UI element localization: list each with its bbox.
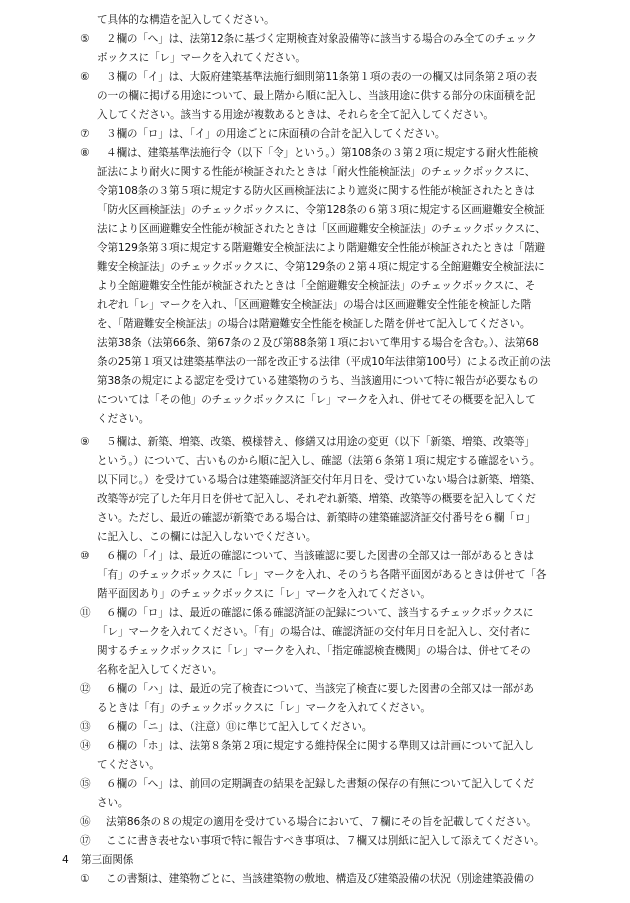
text-line: 関するチェックボックスに「レ」マークを入れ、「指定確認検査機関」の場合は、併せてその [97,645,531,657]
text-line: 難安全検証法」のチェックボックスに、令第129条の２第４項に規定する全館避難安全検証法に [97,261,545,273]
item-number-14: ⑭ [80,740,91,752]
text-line: この書類は、建築物ごとに、当該建築物の敷地、構造及び建築設備の状況（別途建築設備の [106,873,535,885]
text-line: ３欄の「ロ」は、「イ」の用途ごとに床面積の合計を記入してください。 [106,128,446,140]
item-number-17: ⑰ [80,835,91,847]
text-line: 令第129条第３項に規定する階避難安全検証法により階避難安全性能が検証されたときは「階避 [97,242,545,254]
item-number-10: ⑩ [80,550,90,562]
text-line: ６欄の「ロ」は、最近の確認に係る確認済証の記録について、該当するチェックボックスに [106,607,534,619]
text-line: の一の欄に掲げる用途について、最上階から順に記入し、当該用途に供する部分の床面積を記 [97,90,536,102]
text-line: 入してください。該当する用途が複数あるときは、それらを全て記入してください。 [97,109,494,121]
text-line: 条の25第１項又は建築基準法の一部を改正する法律（平成10年法律第100号）による改正前の法 [97,356,551,368]
text-line: ５欄は、新築、増築、改築、模様替え、修繕又は用途の変更（以下「新築、増築、改築等」 [106,436,535,448]
text-line: に記入し、この欄には記入しないでください。 [97,531,317,543]
text-line: るときは「有」のチェックボックスに「レ」マークを入れてください。 [97,702,431,714]
text-line: てください。 [97,759,160,771]
text-line: ６欄の「ホ」は、法第８条第２項に規定する維持保全に関する準則又は計画について記入し [106,740,534,752]
text-line: より全館避難安全性能が検証されたときは「全館避難安全検証法」のチェックボックスに、そ [97,280,536,292]
text-line: 法第86条の８の規定の適用を受けている場合において、７欄にその旨を記載してください。 [106,816,537,828]
item-number-13: ⑬ [80,721,91,733]
item-number-5: ⑤ [80,33,90,45]
item-number-6: ⑥ [80,71,90,83]
section-number-4: 4 [62,854,69,866]
text-line: ここに書き表せない事項で特に報告すべき事項は、７欄又は別紙に記入して添えてください。 [106,835,545,847]
text-line: れぞれ「レ」マークを入れ、「区画避難安全検証法」の場合は区画避難安全性能を検証した階 [97,299,531,311]
text-line: ６欄の「イ」は、最近の確認について、当該確認に要した図書の全部又は一部があるときは [106,550,534,562]
item-number-11: ⑪ [80,607,91,619]
text-line: 第38条の規定による認定を受けている建築物のうち、当該適用について特に報告が必要なもの [97,375,539,387]
text-line: 法により区画避難安全性能が検証されたときは「区画避難安全検証法」のチェックボックスに、 [97,223,546,235]
text-line: 「防火区画検証法」のチェックボックスに、令第128条の６第３項に規定する区画避難安全検証 [97,204,545,216]
text-line: ６欄の「ニ」は、（注意）⑪に準じて記入してください。 [106,721,373,733]
text-line: 階平面図あり」のチェックボックスに「レ」マークを入れてください。 [97,588,431,600]
text-line: については「その他」のチェックボックスに「レ」マークを入れ、併せてその概要を記入して [97,394,536,406]
text-line: さい。 [97,797,129,809]
text-line: ２欄の「へ」は、法第12条に基づく定期検査対象設備等に該当する場合のみ全てのチェック [106,33,537,45]
text-line: 改築等が完了した年月日を併せて記入し、それぞれ新築、増築、改築等の概要を記入してくだ [97,493,536,505]
item-number-16: ⑯ [80,816,91,828]
text-line: という。）について、古いものから順に記入し、確認（法第６条第１項に規定する確認をいう。 [97,455,541,467]
text-line: さい。ただし、最近の確認が新築である場合は、新築時の建築確認済証交付番号を６欄「ロ」 [97,512,536,524]
text-line: ボックスに「レ」マークを入れてください。 [97,52,306,64]
text-line: 証法により耐火に関する性能が検証されたときは「耐火性能検証法」のチェックボックスに、 [97,166,536,178]
text-line: 法第38条（法第66条、第67条の２及び第88条第１項において準用する場合を含む。）、法第68 [97,337,539,349]
item-number-1: ① [80,873,90,885]
text-line: て具体的な構造を記入してください。 [97,14,275,26]
item-number-12: ⑫ [80,683,91,695]
item-number-9: ⑨ [80,436,90,448]
text-line: 「レ」マークを入れてください。「有」の場合は、確認済証の交付年月日を記入し、交付者に [97,626,531,638]
text-line: ください。 [97,413,150,425]
text-line: ４欄は、建築基準法施行令（以下「令」という。）第108条の３第２項に規定する耐火性能検 [106,147,539,159]
text-line: 名称を記入してください。 [97,664,223,676]
item-number-7: ⑦ [80,128,90,140]
text-line: を、「階避難安全検証法」の場合は階避難安全性能を検証した階を併せて記入してください。 [97,318,531,330]
item-number-8: ⑧ [80,147,90,159]
section-heading: 第三面関係 [81,854,134,866]
item-number-15: ⑮ [80,778,91,790]
text-line: 「有」のチェックボックスに「レ」マークを入れ、そのうち各階平面図があるときは併せて「各 [97,569,547,581]
text-line: ６欄の「ハ」は、最近の完了検査について、当該完了検査に要した図書の全部又は一部があ [106,683,534,695]
text-line: 以下同じ。）を受けている場合は建築確認済証交付年月日を、受けていない場合は新築、増築、 [97,474,541,486]
text-line: ６欄の「へ」は、前回の定期調査の結果を記録した書類の保存の有無について記入してくだ [106,778,534,790]
text-line: ３欄の「イ」は、大阪府建築基準法施行細則第11条第１項の表の一の欄又は同条第２項の表 [106,71,537,83]
text-line: 令第108条の３第５項に規定する防火区画検証法により遮炎に関する性能が検証されたときは [97,185,535,197]
